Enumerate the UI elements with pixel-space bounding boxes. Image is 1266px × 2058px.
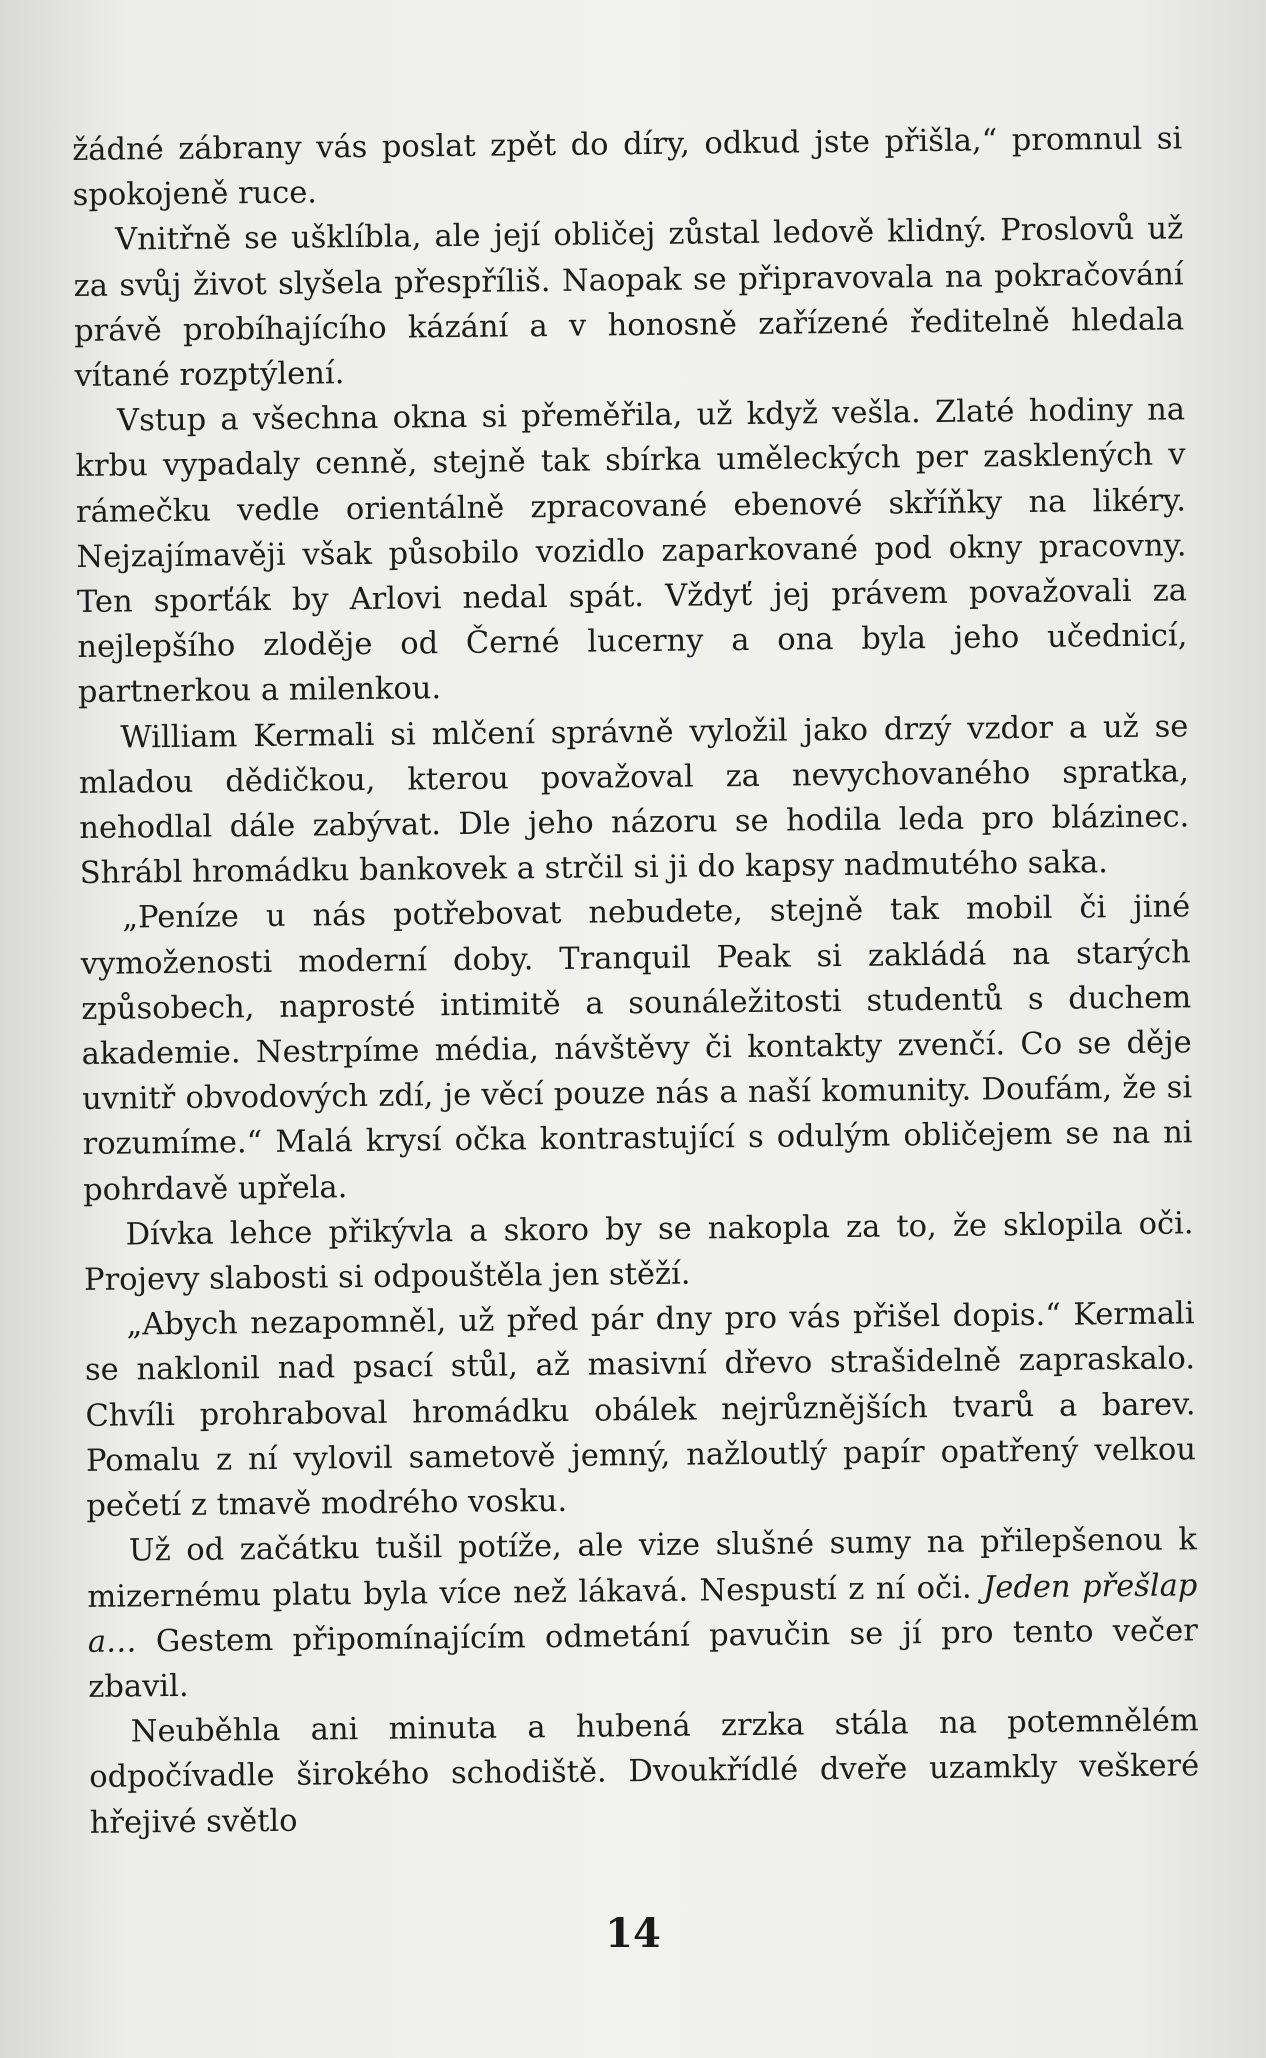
paragraph-2: Vnitřně se ušklíbla, ale její obličej zůstal ledově klidný. Proslovů už za svůj život slyšela přespříliš. Naopak se připravovala na pokračování právě probíhajícího kázání a v honosně zařízené ředitelně hledala vítané rozptýlení. [73, 211, 1185, 395]
paragraph-8-text-before: Už od začátku tušil potíže, ale vize slušné sumy na přilepšenou k mizernému platu byla více než lákavá. Nespustí z ní oči. [87, 1522, 1198, 1615]
paragraph-8-text-after: Gestem připomínajícím odmetání pavučin se jí pro tento večer zbavil. [88, 1612, 1198, 1705]
paragraph-5: „Peníze u nás potřebovat nebudete, stejně tak mobil či jiné vymoženosti moderní doby. Tranquil Peak si zakládá na starých způsobech, naprosté intimitě a sounáležitosti studentů s duchem akademie. Nestrpíme média, návštěvy či kontakty zvenčí. Co se děje uvnitř obvodových zdí, je věcí pouze nás a naší komunity. Doufám, že si rozumíme.“ Malá krysí očka kontrastující s odulým obličejem se na ni pohrdavě upřela. [80, 889, 1193, 1208]
page-number: 14 [605, 1910, 661, 1957]
paragraph-6: Dívka lehce přikývla a skoro by se nakopla za to, že sklopila oči. Projevy slabosti si odpouštěla jen stěží. [83, 1206, 1194, 1299]
paragraph-7: „Abych nezapomněl, už před pár dny pro vás přišel dopis.“ Kermali se naklonil nad psací stůl, až masivní dřevo strašidelně zapraskalo. Chvíli prohraboval hromádku obálek nejrůznějších tvarů a barev. Pomalu z ní vylovil sametově jemný, nažloutlý papír opatřený velkou pečetí z tmavě modrého vosku. [84, 1296, 1197, 1525]
paragraph-1: žádné zábrany vás poslat zpět do díry, odkud jste přišla,“ promnul si spokojeně ruce. [72, 121, 1183, 214]
paragraph-8-italic-text: Jeden přešlap a… [87, 1567, 1198, 1660]
paragraph-9: Neuběhla ani minuta a hubená zrzka stála na potemnělém odpočívadle širokého schodiště. Dvoukřídlé dveře uzamkly veškeré hřejivé světlo [89, 1703, 1200, 1841]
paragraph-3: Vstup a všechna okna si přeměřila, už když vešla. Zlaté hodiny na krbu vypadaly cenně, stejně tak sbírka uměleckých per zasklených v rámečku vedle orientálně zpracované ebenové skříňky na likéry. Nejzajímavěji však působilo vozidlo zaparkované pod okny pracovny. Ten sporťák by Arlovi nedal spát. Vždyť jej právem považovali za nejlepšího zloděje od Černé lucerny a ona byla jeho učednicí, partnerkou a milenkou. [75, 392, 1188, 711]
page-body-text [72, 116, 1200, 1845]
paragraph-8 [87, 1518, 1199, 1710]
paragraph-4: William Kermali si mlčení správně vyložil jako drzý vzdor a už se mladou dědičkou, kterou považoval za nevychovaného spratka, nehodlal dále zabývat. Dle jeho názoru se hodila leda pro blázinec. Shrábl hromádku bankovek a strčil si ji do kapsy nadmutého saka. [78, 708, 1190, 892]
